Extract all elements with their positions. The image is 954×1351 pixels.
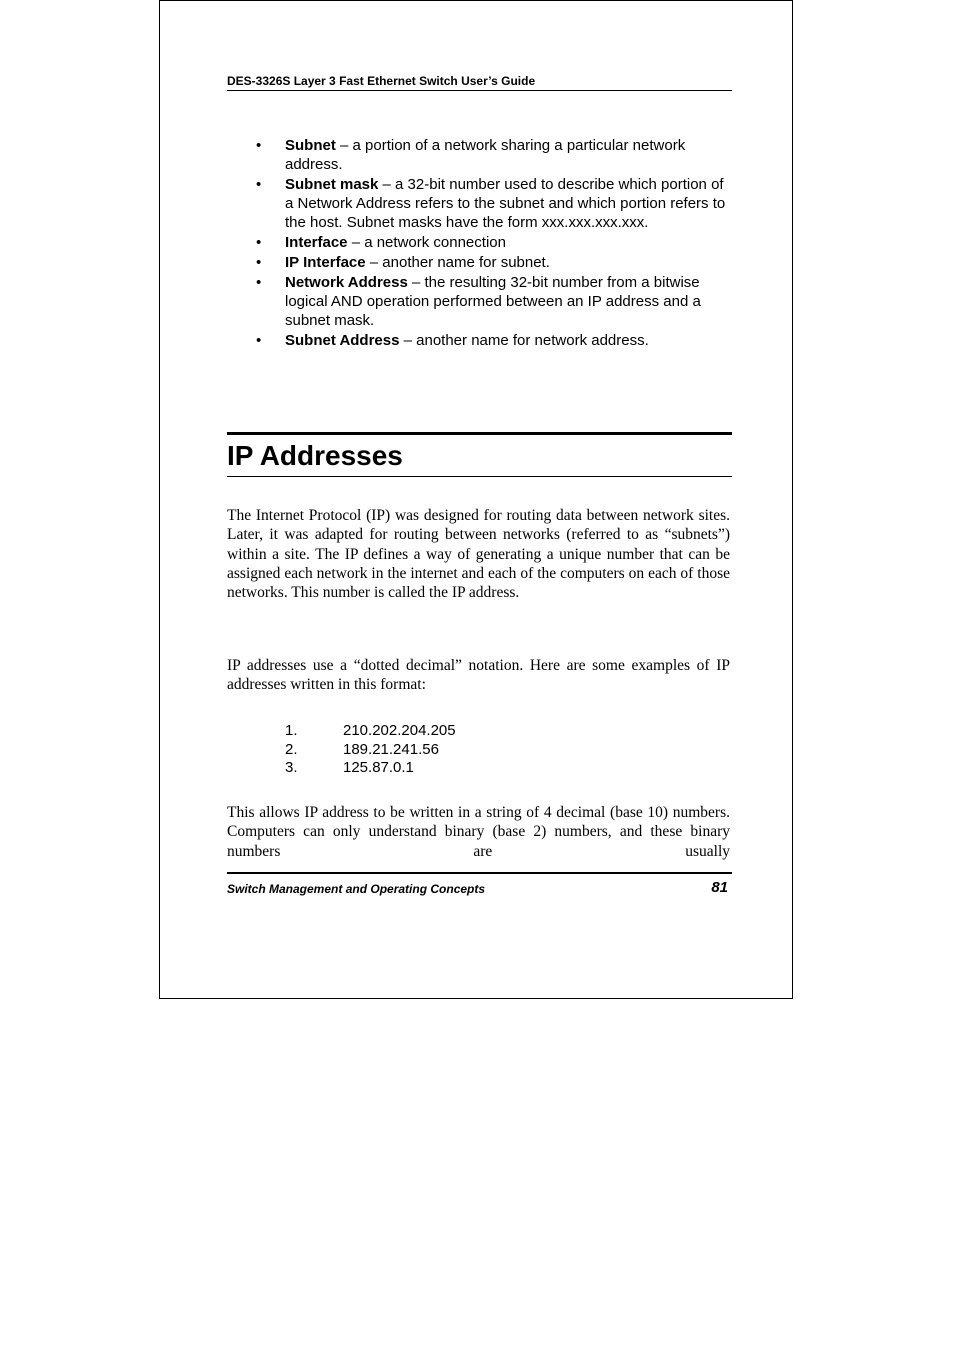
item-number: 3. [285, 759, 298, 777]
ip-address: 210.202.204.205 [343, 722, 456, 739]
ip-address: 189.21.241.56 [343, 740, 439, 758]
item-number: 2. [285, 740, 298, 758]
ip-example-list [285, 722, 585, 778]
definition-text: – a network connection [347, 233, 506, 251]
definition-item [256, 332, 732, 351]
definition-list [256, 137, 732, 352]
definition-term: IP Interface [285, 253, 366, 271]
bullet-icon: • [256, 331, 262, 349]
running-header: DES-3326S Layer 3 Fast Ethernet Switch User’s Guide [227, 74, 732, 91]
bullet-icon: • [256, 137, 262, 154]
item-number: 1. [285, 722, 298, 739]
definition-item [256, 234, 732, 253]
ip-example-item [285, 741, 585, 760]
ip-example-item [285, 722, 585, 741]
definition-text: – another name for subnet. [365, 253, 550, 271]
definition-text: – a portion of a network sharing a particular network address. [285, 137, 686, 173]
bullet-icon: • [256, 253, 262, 271]
ip-example-item [285, 759, 585, 778]
bullet-icon: • [256, 233, 262, 251]
definition-term: Interface [285, 233, 348, 251]
bullet-icon: • [256, 175, 262, 193]
definition-text: – a 32-bit number used to describe which portion of a Network Address refers to the subnet and which portion refers to the host. Subnet masks have the form xxx.xxx.xxx.xxx. [285, 175, 726, 231]
definition-term: Subnet [285, 137, 336, 154]
definition-item [256, 176, 732, 232]
definition-item [256, 137, 732, 175]
definition-item [256, 274, 732, 330]
page-number: 81 [711, 879, 728, 896]
footer-rule [227, 872, 732, 874]
section-rule [227, 432, 732, 435]
definition-text: – the resulting 32-bit number from a bitwise logical AND operation performed between an IP address and a subnet mask. [285, 274, 701, 329]
definition-term: Network Address [285, 274, 408, 292]
section-title: IP Addresses [227, 437, 732, 477]
definition-text: – another name for network address. [399, 331, 649, 349]
body-paragraph: IP addresses use a “dotted decimal” notation. Here are some examples of IP addresses written in this format: [227, 657, 730, 694]
definition-term: Subnet Address [285, 331, 400, 349]
definition-item [256, 254, 732, 273]
definition-term: Subnet mask [285, 175, 379, 193]
bullet-icon: • [256, 274, 262, 292]
body-paragraph: This allows IP address to be written in a string of 4 decimal (base 10) numbers. Computers can only understand binary (base 2) numbers, and these binary numbers are usually [227, 804, 730, 860]
footer-chapter-title: Switch Management and Operating Concepts [227, 882, 486, 896]
body-paragraph: The Internet Protocol (IP) was designed for routing data between network sites. Later, it was adapted for routing between networks (referred to as “subnets”) within a site. The IP defines a way of generating a unique number that can be assigned each network in the internet and each of the computers on each of those networks. This number is called the IP address. [227, 507, 730, 602]
ip-address: 125.87.0.1 [343, 759, 414, 777]
